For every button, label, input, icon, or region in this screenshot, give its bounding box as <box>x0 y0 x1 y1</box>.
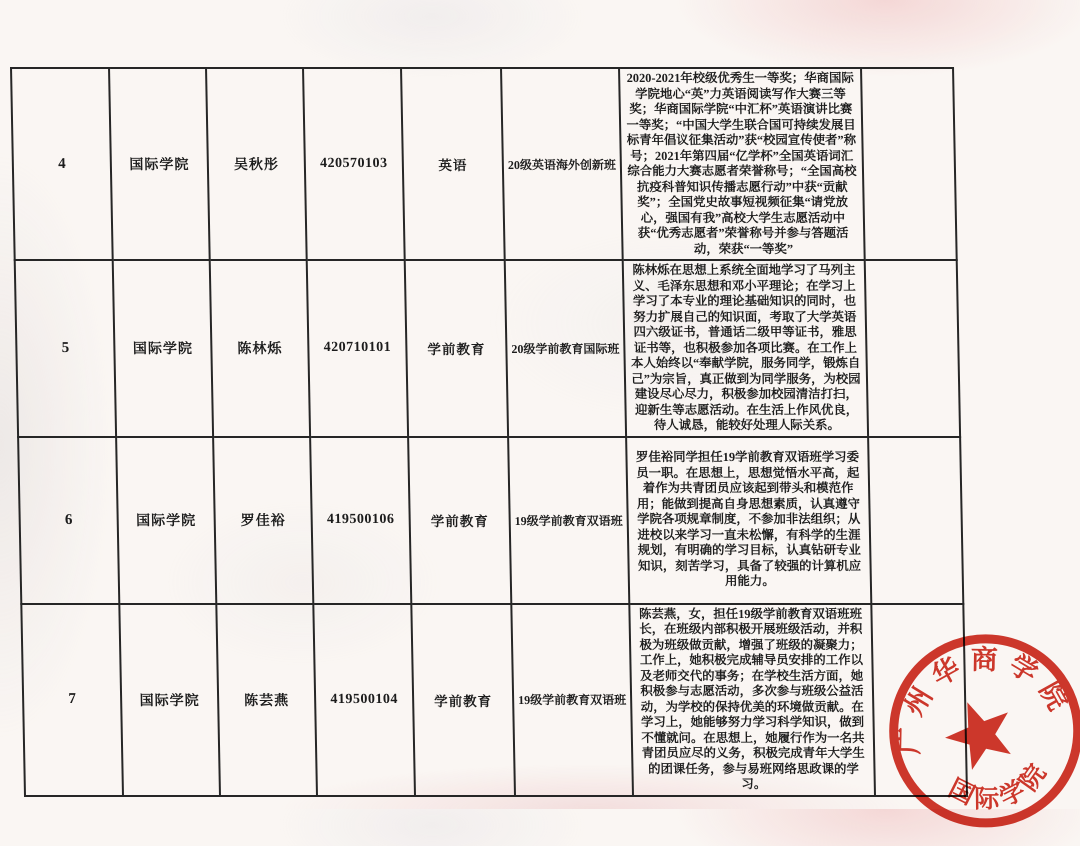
cell-student-id: 420710101 <box>307 260 408 437</box>
cell-blank <box>865 260 960 437</box>
table-row <box>21 604 967 796</box>
cell-major: 学前教育 <box>411 604 515 796</box>
cell-class: 20级英语海外创新班 <box>501 68 623 260</box>
cell-description: 陈芸燕，女，担任19级学前教育双语班班长，在班级内部积极开展班级活动，并积极为班级做贡献，增强了班级的凝聚力；工作上，她积极完成辅导员安排的工作以及老师交代的事务；在学校生活方面，她积极参与志愿活动，多次参与班级公益活动，为学校的保持优美的环境做贡献。在学习上，她能够努力学习科学知识，做到不懂就问。在思想上，她履行作为一名共青团员应尽的义务，积极完成青年大学生的团课任务，参与易班网络思政课的学习。 <box>629 604 875 796</box>
cell-student-id: 419500104 <box>313 604 415 796</box>
cell-class: 19级学前教育双语班 <box>511 604 633 796</box>
cell-name: 陈林烁 <box>210 260 310 437</box>
cell-student-id: 419500106 <box>310 437 411 604</box>
official-seal <box>872 615 1080 841</box>
cell-blank <box>861 68 957 260</box>
seal-inner-text: 国际学院 <box>944 755 1055 814</box>
cell-name: 陈芸燕 <box>216 604 317 796</box>
table-row <box>15 260 960 437</box>
cell-name: 罗佳裕 <box>213 437 313 604</box>
cell-serial: 6 <box>18 437 119 604</box>
cell-description: 罗佳裕同学担任19学前教育双语班学习委员一职。在思想上，思想觉悟水平高，起着作为共青团员应该起到带头和模范作用；能做到提高自身思想素质，认真遵守学院各项规章制度，不参加非法组织；从进校以来学习一直未松懈，有科学的生涯规划，有明确的学习目标，认真钻研专业知识，刻苦学习，具备了较强的计算机应用能力。 <box>626 437 871 604</box>
seal-outer-text: 广州华商学院 <box>894 644 1078 755</box>
student-awards-table <box>10 67 968 797</box>
cell-major: 学前教育 <box>405 260 508 437</box>
cell-college: 国际学院 <box>109 68 210 260</box>
cell-college: 国际学院 <box>113 260 213 437</box>
cell-college: 国际学院 <box>119 604 220 796</box>
cell-serial: 7 <box>21 604 123 796</box>
cell-description: 2020-2021年校级优秀生一等奖；华商国际学院地心“英”力英语阅读写作大赛三等奖；华商国际学院“中汇杯”英语演讲比赛一等奖；“中国大学生联合国可持续发展目标青年倡议征集活动”获“校园宣传使者”称号；2021年第四届“亿学杯”全国英语词汇综合能力大赛志愿者荣誉称号；“全国高校抗疫科普知识传播志愿行动”中获“贡献奖”；全国党史故事短视频征集“请党放心，强国有我”高校大学生志愿活动中获“优秀志愿者”荣誉称号并参与答题活动，荣获“一等奖” <box>619 68 865 260</box>
cell-major: 英语 <box>401 68 505 260</box>
cell-class: 19级学前教育双语班 <box>508 437 629 604</box>
star-icon <box>936 690 1023 775</box>
cell-name: 吴秋彤 <box>206 68 307 260</box>
cell-class: 20级学前教育国际班 <box>505 260 626 437</box>
cell-major: 学前教育 <box>408 437 511 604</box>
cell-blank <box>868 437 963 604</box>
cell-college: 国际学院 <box>116 437 216 604</box>
cell-student-id: 420570103 <box>303 68 405 260</box>
cell-serial: 4 <box>11 68 113 260</box>
cell-serial: 5 <box>15 260 116 437</box>
table-row <box>11 68 957 260</box>
table-row <box>18 437 963 604</box>
cell-description: 陈林烁在思想上系统全面地学习了马列主义、毛泽东思想和邓小平理论；在学习上学习了本专业的理论基础知识的同时，也努力扩展自己的知识面，考取了大学英语四六级证书，普通话二级甲等证书，雅思证书等，也积极参加各项比赛。在工作上本人始终以“奉献学院，服务同学，锻炼自己”为宗旨，真正做到为同学服务，为校园建设尽心尽力，积极参加校园清洁打扫，迎新生等志愿活动。在生活上作风优良，待人诚恳，能较好处理人际关系。 <box>623 260 868 437</box>
